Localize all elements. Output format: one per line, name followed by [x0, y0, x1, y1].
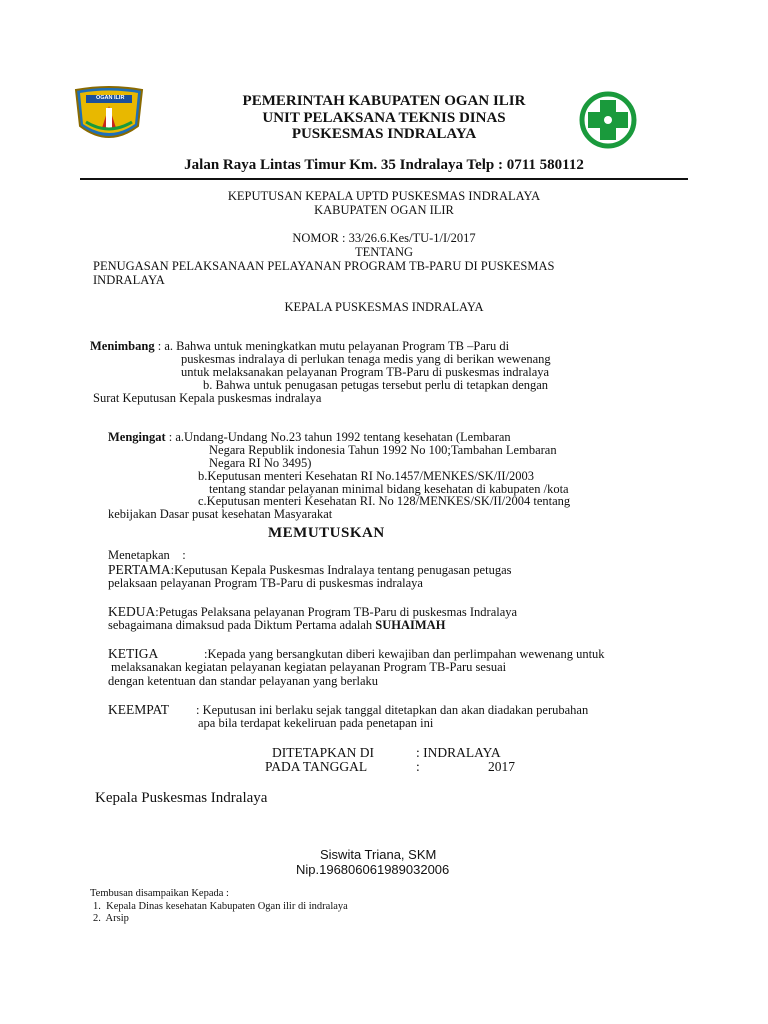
kepala-heading: KEPALA PUSKESMAS INDRALAYA — [284, 300, 484, 314]
mengingat-line-2: Negara Republik indonesia Tahun 1992 No 100;Tambahan Lembaran — [209, 443, 557, 457]
tembusan-item: 2. Arsip — [93, 913, 129, 924]
mengingat-line-5: tentang standar pelayanan minimal bidang kesehatan di kabupaten /kota — [209, 482, 569, 496]
ketiga-line-3: dengan ketentuan dan standar pelayanan yang berlaku — [108, 674, 379, 688]
menimbang-line-5: Surat Keputusan Kepala puskesmas indralaya — [93, 391, 322, 405]
tentang: TENTANG — [354, 245, 413, 259]
tembusan-item: 1. Kepala Dinas kesehatan Kabupaten Ogan ilir di indralaya — [93, 901, 348, 912]
menetapkan: Menetapkan : — [108, 548, 186, 562]
menimbang-line-3: untuk melaksanakan pelayanan Program TB-Paru di puskesmas indralaya — [181, 365, 550, 379]
mengingat-line-7: kebijakan Dasar pusat kesehatan Masyarakat — [108, 507, 333, 521]
title-line-1: KEPUTUSAN KEPALA UPTD PUSKESMAS INDRALAYA — [227, 189, 541, 203]
signature-name: Siswita Triana, SKM — [320, 847, 437, 862]
menimbang-line-2: puskesmas indralaya di perlukan tenaga medis yang di berikan wewenang — [181, 352, 551, 366]
ketiga-label: KETIGA — [108, 646, 159, 661]
header-divider — [80, 178, 688, 180]
mengingat-line-6: c.Keputusan menteri Kesehatan RI. No 128/MENKES/SK/II/2004 tentang — [198, 494, 571, 508]
pertama-text-1: :Keputusan Kepala Puskesmas Indralaya tentang penugasan petugas — [170, 563, 512, 577]
header-line-2: UNIT PELAKSANA TEKNIS DINAS — [262, 110, 506, 126]
signature-nip: Nip.196806061989032006 — [296, 862, 450, 877]
keempat-label: KEEMPAT — [108, 702, 170, 717]
menimbang-label: Menimbang — [90, 339, 155, 353]
title-line-2: KABUPATEN OGAN ILIR — [314, 203, 454, 217]
menimbang-text-1: : a. Bahwa untuk meningkatkan mutu pelayanan Program TB –Paru di — [154, 339, 510, 353]
kedua-text-1: :Petugas Pelaksana pelayanan Program TB-Paru di puskesmas Indralaya — [155, 605, 518, 619]
ditetapkan-label: DITETAPKAN DI — [272, 745, 375, 760]
signature-position: Kepala Puskesmas Indralaya — [95, 790, 268, 806]
header-address: Jalan Raya Lintas Timur Km. 35 Indralaya Telp : 0711 580112 — [184, 157, 584, 173]
menimbang-line-4: b. Bahwa untuk penugasan petugas tersebut perlu di tetapkan dengan — [203, 378, 549, 392]
memutuskan-heading: MEMUTUSKAN — [268, 525, 385, 541]
keempat-text-1: : Keputusan ini berlaku sejak tanggal ditetapkan dan akan diadakan perubahan — [196, 703, 589, 717]
tanggal-label: PADA TANGGAL — [265, 759, 368, 774]
subject-line-2: INDRALAYA — [93, 273, 165, 287]
ketiga-line-2: melaksanakan kegiatan pelayanan kegiatan pelayanan Program TB-Paru sesuai — [111, 660, 507, 674]
header-line-3: PUSKESMAS INDRALAYA — [291, 126, 477, 142]
tembusan-title: Tembusan disampaikan Kepada : — [90, 888, 229, 899]
tanggal-year: 2017 — [488, 759, 515, 774]
mengingat-line-4: b.Keputusan menteri Kesehatan RI No.1457/MENKES/SK/II/2003 — [198, 469, 535, 483]
kedua-assignee: SUHAIMAH — [375, 618, 446, 632]
tanggal-colon: : — [416, 759, 420, 774]
pertama-label: PERTAMA — [108, 562, 171, 577]
kedua-label: KEDUA — [108, 604, 156, 619]
mengingat-label: Mengingat — [108, 430, 166, 444]
ditetapkan-value: : INDRALAYA — [416, 745, 501, 760]
ketiga-text-1: :Kepada yang bersangkutan diberi kewajiban dan perlimpahan wewenang untuk — [204, 647, 605, 661]
keempat-line-2: apa bila terdapat kekeliruan pada penetapan ini — [198, 716, 434, 730]
subject-line-1: PENUGASAN PELAKSANAAN PELAYANAN PROGRAM TB-PARU DI PUSKESMAS — [93, 259, 555, 273]
logo-text: OGAN ILIR — [96, 95, 125, 101]
pertama-line-2: pelaksaan pelayanan Program TB-Paru di puskesmas indralaya — [108, 576, 423, 590]
kedua-line-2 — [108, 618, 445, 633]
nomor: NOMOR : 33/26.6.Kes/TU-1/I/2017 — [292, 231, 476, 245]
mengingat-text-1: : a.Undang-Undang No.23 tahun 1992 tentang kesehatan (Lembaran — [165, 430, 511, 444]
mengingat-line-3: Negara RI No 3495) — [209, 456, 312, 470]
kedua-text-2: sebagaimana dimaksud pada Diktum Pertama adalah — [108, 618, 376, 632]
header-line-1: PEMERINTAH KABUPATEN OGAN ILIR — [242, 93, 526, 109]
